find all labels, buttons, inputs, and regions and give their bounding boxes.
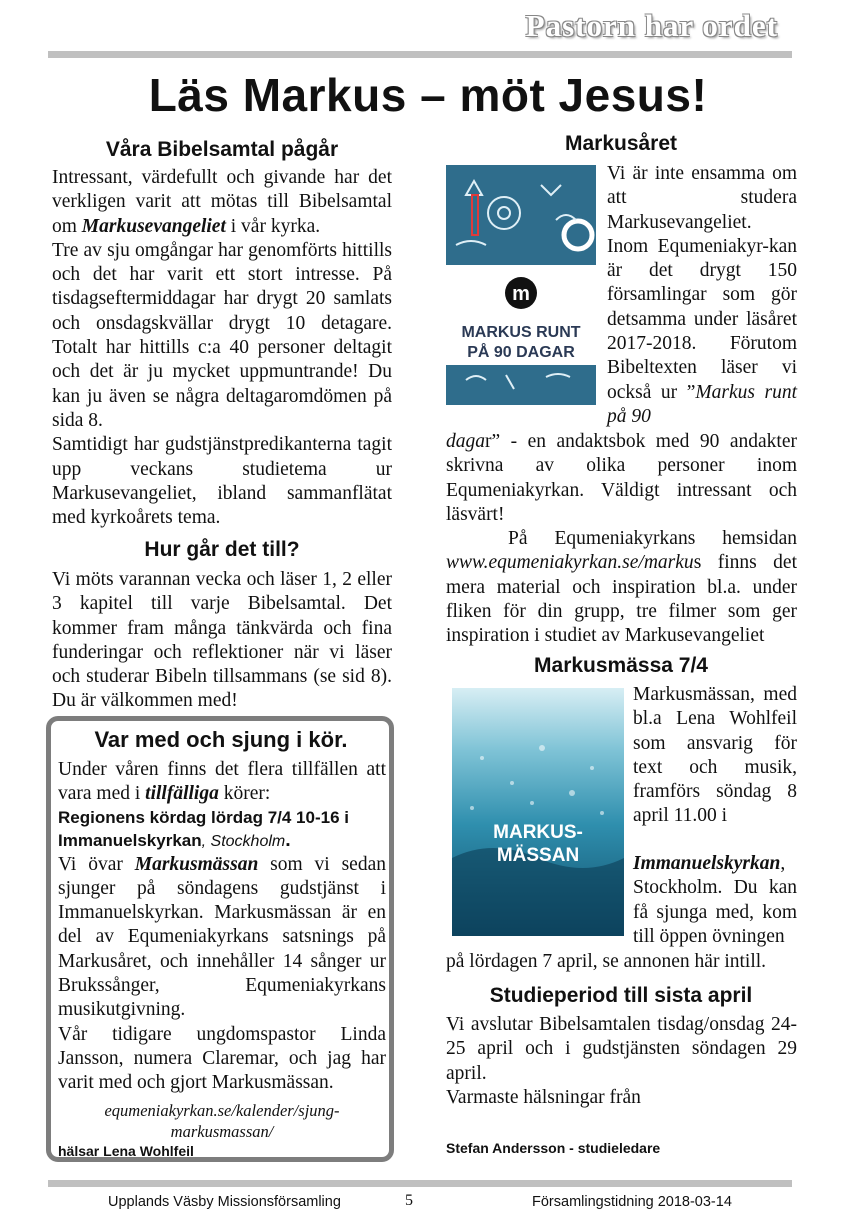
book-cover <box>446 165 596 405</box>
heading-studieperiod: Studieperiod till sista april <box>489 984 753 1007</box>
markusmassa-full-text <box>446 950 797 974</box>
paragraph-markusaret: Vi är inte ensamma om att studera Markusevangeliet. Inom Equmeniakyr-kan är det drygt 150 församlingar som gör detsamma under läsåret 2017-2018. Förutom Bibeltexten läser vi också ur ”Markus runt på 90 <box>607 163 797 427</box>
markusmassa-float-text <box>633 683 797 829</box>
book-title-1: MARKUS RUNT <box>461 324 581 341</box>
heading-bibelsamtal: Våra Bibelsamtal pågår <box>105 138 339 161</box>
page-title: Läs Markus – möt Jesus! <box>148 69 708 121</box>
emphasis-tillfalliga: tillfälliga <box>145 783 219 805</box>
website-link[interactable]: www.equmeniakyrkan.se/marku <box>446 552 694 574</box>
cd-title-1: MARKUS- <box>493 822 583 843</box>
paragraph-choir-authors: Vår tidigare ungdomspastor Linda Jansson, numera Claremar, och jag har varit med och gjort Markusmässan. <box>58 1023 386 1094</box>
emphasis-immanuelskyrkan: Immanuelskyrkan <box>633 853 781 874</box>
text: Under våren finns det flera tillfällen att vara med i <box>58 759 386 805</box>
footer-issue: Församlingstidning 2018-03-14 <box>532 1194 732 1210</box>
choir-link[interactable]: equmeniakyrkan.se/kalender/sjung-markusmassan/ <box>104 1100 340 1141</box>
choir-body <box>58 758 386 1142</box>
choir-signature: hälsar Lena Wohlfeil <box>58 1143 194 1159</box>
cd-cover-art <box>452 688 624 936</box>
paragraph-studieperiod: Vi avslutar Bibelsamtalen tisdag/onsdag 24-25 april och i gudstjänsten söndagen 29 april. <box>446 1014 797 1084</box>
text: körer: <box>218 783 271 805</box>
heading-markusmassa: Markusmässa 7/4 <box>534 654 708 677</box>
book-logo: m <box>512 283 530 305</box>
event-city: , Stockholm <box>201 832 286 850</box>
book-title-2: PÅ 90 DAGAR <box>467 344 575 361</box>
paragraph-markusmassa-3: på lördagen 7 april, se annonen här intill. <box>446 951 767 972</box>
markusaret-full-text <box>446 430 797 649</box>
paragraph-choir-intro <box>58 758 386 807</box>
paragraph-preachers: Samtidigt har gudstjänstpredikanterna tagit upp veckans studietema ur Markusevangeliet, ibland sammanflätat med kyrkoårets tema. <box>52 434 392 529</box>
top-rule <box>48 51 792 58</box>
text: s finns det mera material och inspiration bl.a. under fliken för din grupp, tre filmer som ger inspiration i studiet av Markusevangeliet <box>446 552 797 647</box>
text: Vi övar <box>58 853 135 875</box>
emphasis-markusmassan: Markusmässan <box>134 853 259 875</box>
paragraph-markusmassa <box>633 683 797 829</box>
paragraph-progress: Tre av sju omgångar har genomförts hittills och det har varit ett stort intresse. På tisdagseftermiddagar har drygt 20 samlats och onsdagskvällar drygt 10 detagare. Totalt har hittills c:a 40 personer deltagit och det är ju mycket uppmuntrande! Du kan ju även se några deltagaromdömen på sida 8. <box>52 239 392 431</box>
paragraph-markusmassa-2: Immanuelskyrkan, Stockholm. Du kan få sjunga med, kom till öppen övningen <box>633 853 797 947</box>
paragraph-intro <box>52 166 392 239</box>
paragraph-andaktsbok: dagar” - en andaktsbok med 90 andakter skrivna av olika personer inom Equmeniakyrkan. Väldigt intressant och läsvärt! <box>446 431 797 525</box>
paragraph-website <box>446 527 797 648</box>
heading-markusaret: Markusåret <box>564 132 678 155</box>
markusmassa-float-text-2 <box>633 852 797 949</box>
text: Intressant, värdefullt och givande har det verkligen varit att mötas till Bibelsamtal om <box>52 167 392 237</box>
paragraph-how: Vi möts varannan vecka och läser 1, 2 eller 3 kapitel till varje Bibelsamtal. Det kommer fram många tänkvärda och fina funderingar och reflektioner när vi läser och studerar Bibeln tillsammans (se sid 8). Du är välkommen med! <box>52 569 392 712</box>
book-cover-art <box>446 165 596 405</box>
studieperiod-text <box>446 1013 797 1110</box>
markusaret-float-text <box>607 162 797 429</box>
text: Markusmässan, med bl.a Lena Wohlfeil som ansvarig för text och musik, framförs söndag 8 april 11.00 i <box>633 684 797 827</box>
emphasis-markusevangeliet: Markusevangeliet <box>81 215 226 237</box>
paragraph-greeting: Varmaste hälsningar från <box>446 1086 641 1108</box>
text: i vår kyrka. <box>225 215 321 237</box>
choir-event <box>58 807 386 853</box>
page-number: 5 <box>405 1192 413 1209</box>
footer-congregation: Upplands Väsby Missionsförsamling <box>108 1194 341 1210</box>
event-bold: Regionens kördag lördag 7/4 10-16 i Immanuelskyrkan <box>58 807 349 850</box>
right-signature: Stefan Andersson - studieledare <box>446 1140 661 1156</box>
paragraph-choir-practice <box>58 853 386 1023</box>
cd-title-2: MÄSSAN <box>496 845 580 866</box>
event-dot: . <box>285 828 291 851</box>
heading-choir: Var med och sjung i kör. <box>94 727 348 752</box>
cd-cover <box>452 688 624 936</box>
bottom-rule <box>48 1180 792 1187</box>
left-body <box>52 166 392 530</box>
left-body-2 <box>52 568 392 714</box>
section-header: Pastorn har ordet <box>525 8 778 43</box>
text: På Equmeniakyrkans hemsidan <box>508 528 797 550</box>
heading-hur-gar-det-till: Hur går det till? <box>144 538 300 561</box>
text: som vi sedan sjunger på söndagens gudstjänst i Immanuelskyrkan. Markusmässan är en del av Equmeniakyrkans satsnings på Markusåret, och innehåller 14 sånger ur Brukssånger, Equmeniakyrkans musikutgivning. <box>58 853 386 1021</box>
